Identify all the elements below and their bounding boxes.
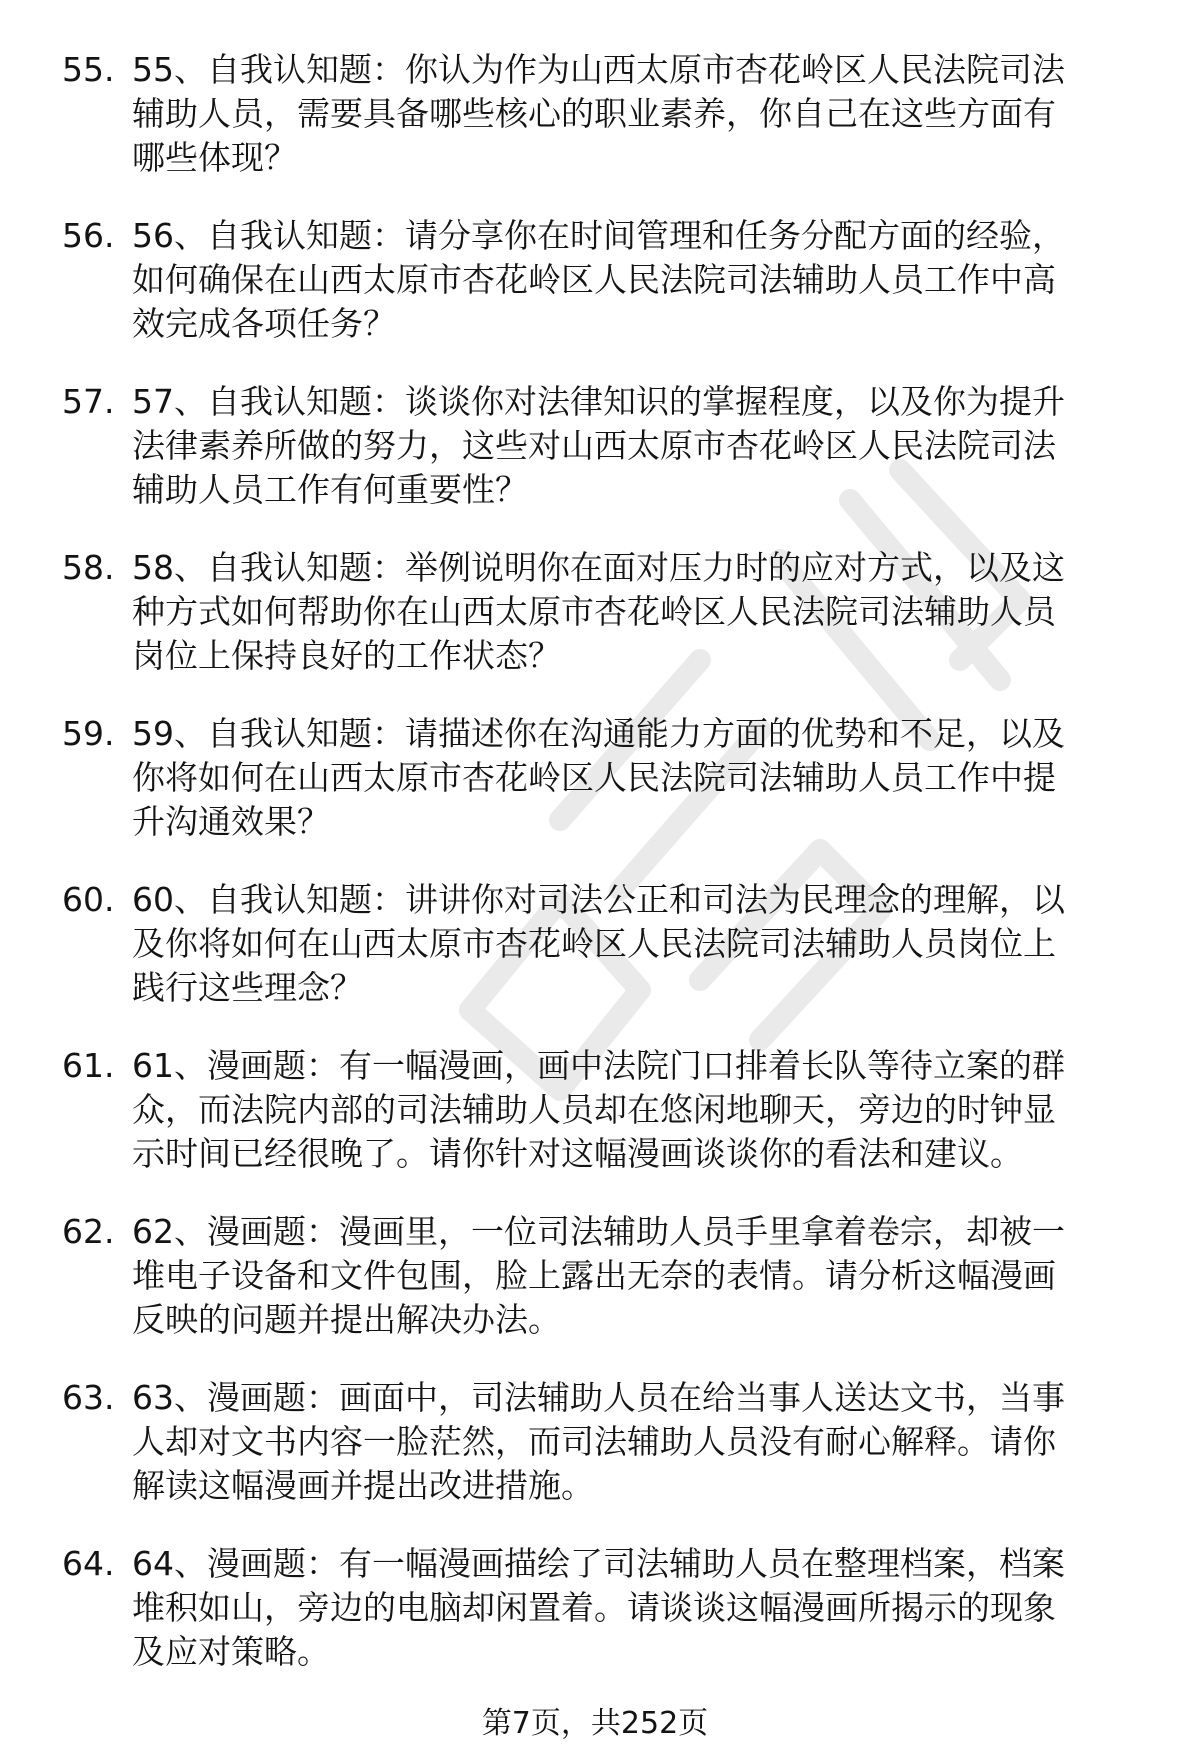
question-line: 62、漫画题：漫画里，一位司法辅助人员手里拿着卷宗，却被一 [132, 1212, 1065, 1251]
question-line: 你将如何在山西太原市杏花岭区人民法院司法辅助人员工作中提 [132, 758, 1056, 797]
question-line: 63、漫画题：画面中，司法辅助人员在给当事人送达文书，当事 [132, 1378, 1065, 1417]
question-line: 59、自我认知题：请描述你在沟通能力方面的优势和不足，以及 [132, 714, 1065, 753]
question-text [132, 1542, 1162, 1674]
question-line: 58、自我认知题：举例说明你在面对压力时的应对方式，以及这 [132, 548, 1065, 587]
question-line: 效完成各项任务？ [132, 304, 396, 343]
question-line: 60、自我认知题：讲讲你对司法公正和司法为民理念的理解，以 [132, 880, 1065, 919]
question-line: 辅助人员，需要具备哪些核心的职业素养，你自己在这些方面有 [132, 94, 1056, 133]
question-line: 众，而法院内部的司法辅助人员却在悠闲地聊天，旁边的时钟显 [132, 1090, 1056, 1129]
question-text [132, 1210, 1162, 1342]
question-text [132, 546, 1162, 678]
question-line: 种方式如何帮助你在山西太原市杏花岭区人民法院司法辅助人员 [132, 592, 1056, 631]
question-number: 64. [62, 1544, 115, 1583]
question-number: 58. [62, 548, 115, 587]
question-line: 示时间已经很晚了。请你针对这幅漫画谈谈你的看法和建议。 [132, 1134, 1023, 1173]
question-text [132, 878, 1162, 1010]
question-line: 法律素养所做的努力，这些对山西太原市杏花岭区人民法院司法 [132, 426, 1056, 465]
question-line: 及你将如何在山西太原市杏花岭区人民法院司法辅助人员岗位上 [132, 924, 1056, 963]
question-text [132, 1044, 1162, 1176]
question-line: 人却对文书内容一脸茫然，而司法辅助人员没有耐心解释。请你 [132, 1422, 1056, 1461]
question-number: 59. [62, 714, 115, 753]
question-line: 55、自我认知题：你认为作为山西太原市杏花岭区人民法院司法 [132, 50, 1065, 89]
question-line: 反映的问题并提出解决办法。 [132, 1300, 561, 1339]
page-number-footer: 第7页，共252页 [481, 1706, 709, 1741]
question-line: 解读这幅漫画并提出改进措施。 [132, 1466, 594, 1505]
question-line: 57、自我认知题：谈谈你对法律知识的掌握程度，以及你为提升 [132, 382, 1065, 421]
question-line: 升沟通效果？ [132, 802, 330, 841]
question-number: 63. [62, 1378, 115, 1417]
question-line: 哪些体现？ [132, 138, 297, 177]
question-line: 及应对策略。 [132, 1632, 330, 1671]
question-number: 61. [62, 1046, 115, 1085]
question-number: 57. [62, 382, 115, 421]
question-text [132, 380, 1162, 512]
question-text [132, 1376, 1162, 1508]
question-line: 践行这些理念？ [132, 968, 363, 1007]
question-number: 56. [62, 216, 115, 255]
question-line: 堆电子设备和文件包围，脸上露出无奈的表情。请分析这幅漫画 [132, 1256, 1056, 1295]
question-line: 堆积如山，旁边的电脑却闲置着。请谈谈这幅漫画所揭示的现象 [132, 1588, 1056, 1627]
question-line: 64、漫画题：有一幅漫画描绘了司法辅助人员在整理档案，档案 [132, 1544, 1065, 1583]
question-line: 56、自我认知题：请分享你在时间管理和任务分配方面的经验， [132, 216, 1065, 255]
question-line: 岗位上保持良好的工作状态？ [132, 636, 561, 675]
question-text [132, 48, 1162, 180]
question-line: 61、漫画题：有一幅漫画，画中法院门口排着长队等待立案的群 [132, 1046, 1065, 1085]
question-text [132, 214, 1162, 346]
question-number: 55. [62, 50, 115, 89]
question-line: 如何确保在山西太原市杏花岭区人民法院司法辅助人员工作中高 [132, 260, 1056, 299]
question-number: 60. [62, 880, 115, 919]
question-number: 62. [62, 1212, 115, 1251]
question-text [132, 712, 1162, 844]
question-line: 辅助人员工作有何重要性？ [132, 470, 528, 509]
